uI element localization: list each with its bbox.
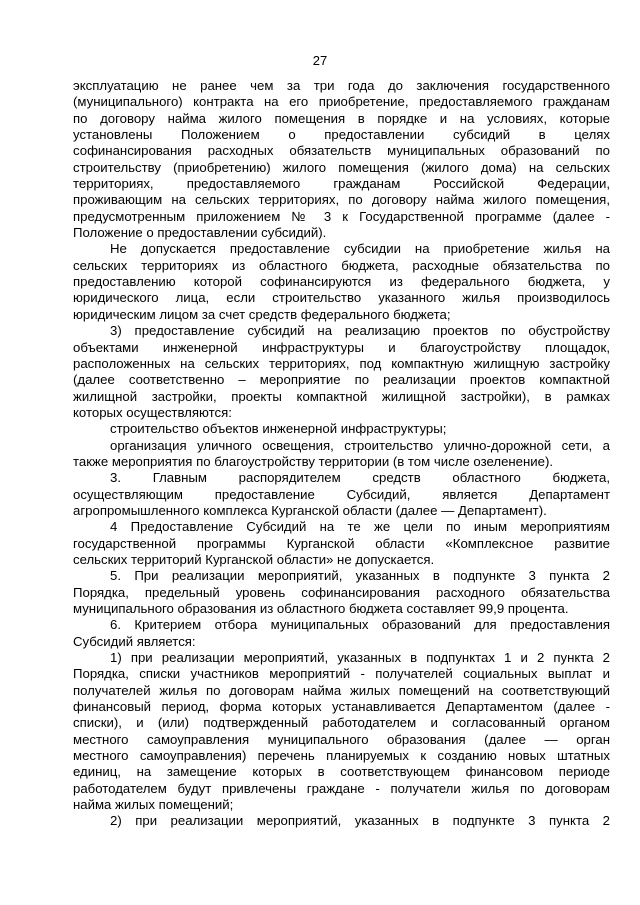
text-line: жилищной застройки, проекты компактной жилищной застройки), в рамках xyxy=(73,388,610,404)
text-line: 5. При реализации мероприятий, указанных в подпункте 3 пункта 2 xyxy=(110,568,610,584)
text-line: финансовый период, форма которых устанавливается Департаментом (далее - xyxy=(73,699,610,715)
text-line: Порядка, списки участников мероприятий - получателей социальных выплат и xyxy=(73,666,610,682)
text-line: Порядка, предельный уровень софинансирования расходного обязательства xyxy=(73,584,610,600)
text-line: эксплуатацию не ранее чем за три года до заключения государственного xyxy=(73,78,610,93)
text-line: государственной программы Курганской области «Комплексное развитие xyxy=(73,535,610,551)
text-line: сельских территориях из областного бюджета, расходные обязательства по xyxy=(73,257,610,273)
text-line: сельских территорий Курганской области» не допускается. xyxy=(73,551,435,567)
document-body xyxy=(73,78,610,830)
text-line: получателей жилья по договорам найма жилых помещений на соответствующий xyxy=(73,682,610,698)
text-line: софинансирования расходных обязательств муниципальных образований по xyxy=(73,143,610,159)
page-number: 27 xyxy=(312,53,328,68)
text-line: по договору найма жилого помещения в порядке и на условиях, которые xyxy=(73,110,610,126)
text-line: агропромышленного комплекса Курганской области (далее — Департамент). xyxy=(73,502,547,518)
text-line: Положение о предоставлении субсидий). xyxy=(73,225,327,241)
text-line: также мероприятия по благоустройству территории (в том числе озеленение). xyxy=(73,453,554,469)
text-line: объектами инженерной инфраструктуры и благоустройству площадок, xyxy=(73,339,610,355)
text-line: 3) предоставление субсидий на реализацию проектов по обустройству xyxy=(110,323,610,339)
text-line: юридического лица, если строительство указанного жилья производилось xyxy=(73,290,610,306)
text-line: работодателем будут привлечены граждане - получатели жилья по договорам xyxy=(73,780,610,796)
text-line: проживающим на сельских территориях, по договору найма жилого помещения, xyxy=(73,192,610,208)
text-line: организация уличного освещения, строительство улично-дорожной сети, а xyxy=(110,437,610,453)
text-line: осуществляющим предоставление Субсидий, является Департамент xyxy=(73,486,610,502)
text-line: территориях, предоставляемого гражданам Российской Федерации, xyxy=(73,176,610,192)
text-line: расположенных на сельских территориях, под компактную жилищную застройку xyxy=(73,355,610,371)
text-line: предоставлению которой софинансируются из федерального бюджета, у xyxy=(73,274,610,290)
text-line: Субсидий является: xyxy=(73,633,196,649)
text-line: 4 Предоставление Субсидий на те же цели по иным мероприятиям xyxy=(110,519,610,535)
text-line: Не допускается предоставление субсидии на приобретение жилья на xyxy=(110,241,610,257)
text-line: (муниципального) контракта на его приобретение, предоставляемого гражданам xyxy=(73,94,610,110)
text-line: 3. Главным распорядителем средств областного бюджета, xyxy=(110,470,610,486)
text-line: юридическим лицом за счет средств федерального бюджета; xyxy=(73,306,451,322)
text-line: единиц, на замещение которых в соответствующем финансовом периоде xyxy=(73,764,610,780)
text-line: строительству (приобретению) жилого помещения (жилого дома) на сельских xyxy=(73,159,610,175)
text-line: местного самоуправления) перечень планируемых к созданию новых штатных xyxy=(73,748,610,764)
text-line: предусмотренным приложением № 3 к Государственной программе (далее - xyxy=(73,208,610,224)
text-line: 6. Критерием отбора муниципальных образований для предоставления xyxy=(110,617,610,633)
text-line: местного самоуправления муниципального образования (далее — орган xyxy=(73,731,610,747)
text-line: установлены Положением о предоставлении субсидий в целях xyxy=(73,127,610,143)
text-line: муниципального образования из областного бюджета составляет 99,9 процента. xyxy=(73,601,569,616)
text-line: (далее соответственно – мероприятие по реализации проектов компактной xyxy=(73,372,610,388)
text-line: списки), и (или) подтвержденный работодателем и согласованный органом xyxy=(73,715,610,731)
text-line: найма жилых помещений; xyxy=(73,797,234,813)
text-line: которых осуществляются: xyxy=(73,404,232,420)
text-line: строительство объектов инженерной инфраструктуры; xyxy=(110,421,447,437)
text-line: 1) при реализации мероприятий, указанных в подпунктах 1 и 2 пункта 2 xyxy=(110,650,610,666)
text-line: 2) при реализации мероприятий, указанных в подпункте 3 пункта 2 xyxy=(110,813,610,829)
